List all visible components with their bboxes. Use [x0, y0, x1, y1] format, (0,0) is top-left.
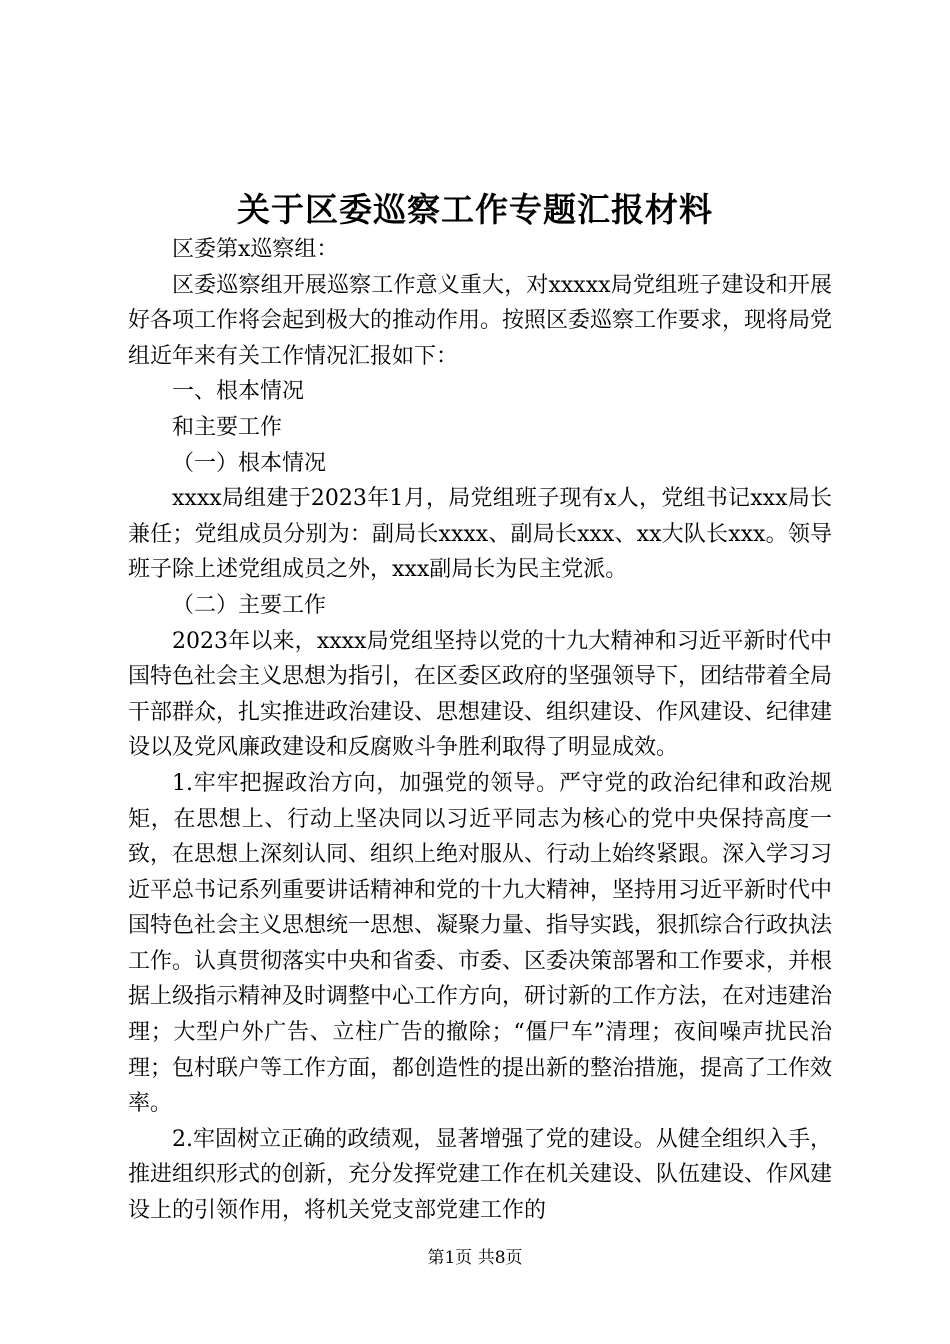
- intro-paragraph: 区委巡察组开展巡察工作意义重大，对xxxxx局党组班子建设和开展好各项工作将会起到极大的推动作用。按照区委巡察工作要求，现将局党组近年来有关工作情况汇报如下：: [128, 272, 833, 369]
- subsection-heading: （一）根本情况: [172, 450, 327, 476]
- page-number-footer: 第1页 共8页: [427, 1248, 523, 1268]
- body-paragraph: xxxx局组建于2023年1月，局党组班子现有x人，党组书记xxx局长兼任；党组成员分别为：副局长xxxx、副局长xxx、xx大队长xxx。领导班子除上述党组成员之外，xxx副局长为民主党派。: [128, 486, 832, 583]
- salutation: 区委第x巡察组：: [172, 237, 339, 262]
- subsection-heading: （二）主要工作: [172, 592, 327, 618]
- body-paragraph: 2023年以来，xxxx局党组坚持以党的十九大精神和习近平新时代中国特色社会主义思想为指引，在区委区政府的坚强领导下，团结带着全局干部群众，扎实推进政治建设、思想建设、组织建设、作风建设、纪律建设以及党风廉政建设和反腐败斗争胜利取得了明显成效。: [128, 628, 833, 761]
- body-paragraph: 1.牢牢把握政治方向，加强党的领导。严守党的政治纪律和政治规矩，在思想上、行动上坚决同以习近平同志为核心的党中央保持高度一致，在思想上深刻认同、组织上绝对服从、行动上始终紧跟。深入学习习近平总书记系列重要讲话精神和党的十九大精神，坚持用习近平新时代中国特色社会主义思想统一思想、凝聚力量、指导实践，狠抓综合行政执法工作。认真贯彻落实中央和省委、市委、区委决策部署和工作要求，并根据上级指示精神及时调整中心工作方向，研讨新的工作方法，在对违建治理；大型户外广告、立柱广告的撤除；“僵尸车”清理；夜间噪声扰民治理；包村联户等工作方面，都创造性的提出新的整治措施，提高了工作效率。: [128, 770, 833, 1117]
- body-paragraph: 2.牢固树立正确的政绩观，显著增强了党的建设。从健全组织入手，推进组织形式的创新，充分发挥党建工作在机关建设、队伍建设、作风建设上的引领作用，将机关党支部党建工作的: [128, 1126, 833, 1224]
- section-heading: 一、根本情况: [172, 379, 305, 405]
- section-heading-continued: 和主要工作: [172, 414, 283, 440]
- document-body: [128, 232, 832, 1229]
- document-title: 关于区委巡察工作专题汇报材料: [237, 190, 713, 229]
